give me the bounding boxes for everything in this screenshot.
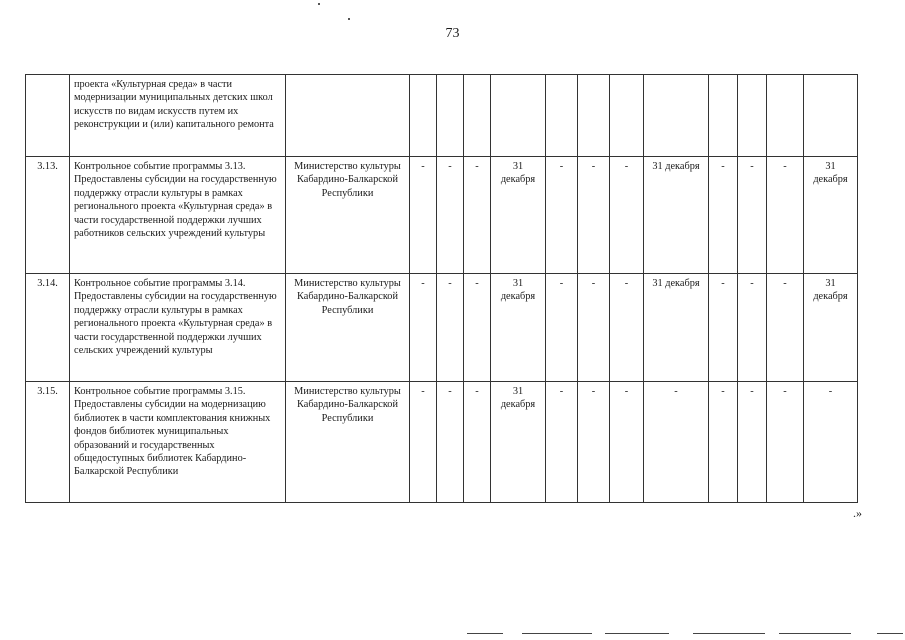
- period-value: -: [464, 274, 491, 382]
- period-value: 31 декабря: [491, 274, 546, 382]
- period-value: -: [767, 157, 804, 274]
- scan-stroke: [877, 633, 903, 634]
- period-value: -: [804, 382, 858, 503]
- period-value: -: [767, 274, 804, 382]
- period-value: -: [578, 274, 610, 382]
- scan-stroke: [693, 633, 765, 634]
- event-number: 3.15.: [26, 382, 70, 503]
- period-value: [709, 75, 738, 157]
- scan-stroke: [467, 633, 503, 634]
- period-value: [610, 75, 644, 157]
- period-value: -: [644, 382, 709, 503]
- period-value: 31 декабря: [644, 157, 709, 274]
- period-value: 31 декабря: [804, 274, 858, 382]
- period-value: -: [437, 157, 464, 274]
- page-number: 73: [445, 26, 460, 41]
- period-value: -: [610, 274, 644, 382]
- period-value: -: [738, 382, 767, 503]
- event-number: 3.13.: [26, 157, 70, 274]
- period-value: [546, 75, 578, 157]
- table-row: [26, 274, 858, 382]
- event-description: Контрольное событие программы 3.15. Предоставлены субсидии на модернизацию библиотек в части комплектования книжных фондов библиотек муниципальных образований и государственных общедоступных библиотек Кабардино-Балкарской Республики: [70, 382, 286, 503]
- period-value: 31 декабря: [491, 382, 546, 503]
- period-value: -: [738, 157, 767, 274]
- period-value: [738, 75, 767, 157]
- executor: Министерство культуры Кабардино-Балкарской Республики: [286, 274, 410, 382]
- period-value: -: [546, 157, 578, 274]
- period-value: [804, 75, 858, 157]
- period-value: -: [546, 274, 578, 382]
- scan-stroke: [779, 633, 851, 634]
- event-description: проекта «Культурная среда» в части модернизации муниципальных детских школ искусств по видам искусств путем их реконструкции и (или) капитального ремонта: [70, 75, 286, 157]
- period-value: -: [578, 157, 610, 274]
- event-description: Контрольное событие программы 3.14. Предоставлены субсидии на государственную поддержку отрасли культуры в рамках регионального проекта «Культурная среда» в части государственной поддержки лучших сельских учреждений культуры: [70, 274, 286, 382]
- period-value: -: [464, 157, 491, 274]
- executor: [286, 75, 410, 157]
- period-value: -: [464, 382, 491, 503]
- period-value: -: [410, 274, 437, 382]
- period-value: -: [437, 274, 464, 382]
- period-value: 31 декабря: [804, 157, 858, 274]
- scan-speck: [348, 18, 350, 20]
- period-value: -: [767, 382, 804, 503]
- period-value: [578, 75, 610, 157]
- executor: Министерство культуры Кабардино-Балкарской Республики: [286, 157, 410, 274]
- period-value: 31 декабря: [644, 274, 709, 382]
- period-value: [767, 75, 804, 157]
- period-value: -: [578, 382, 610, 503]
- executor: Министерство культуры Кабардино-Балкарской Республики: [286, 382, 410, 503]
- period-value: -: [410, 382, 437, 503]
- scan-stroke: [605, 633, 669, 634]
- period-value: [464, 75, 491, 157]
- period-value: -: [610, 382, 644, 503]
- period-value: [437, 75, 464, 157]
- period-value: -: [709, 157, 738, 274]
- period-value: -: [709, 274, 738, 382]
- scan-speck: [318, 3, 320, 5]
- period-value: [644, 75, 709, 157]
- closing-quote: .»: [853, 506, 862, 520]
- table-row: [26, 382, 858, 503]
- events-table: [25, 74, 858, 503]
- table-row: [26, 157, 858, 274]
- period-value: -: [738, 274, 767, 382]
- event-description: Контрольное событие программы 3.13. Предоставлены субсидии на государственную поддержку отрасли культуры в рамках регионального проекта «Культурная среда» в части государственной поддержки лучших работников сельских учреждений культуры: [70, 157, 286, 274]
- period-value: -: [610, 157, 644, 274]
- scan-stroke: [522, 633, 592, 634]
- table-row: [26, 75, 858, 157]
- event-number: 3.14.: [26, 274, 70, 382]
- period-value: -: [546, 382, 578, 503]
- period-value: -: [410, 157, 437, 274]
- period-value: -: [437, 382, 464, 503]
- period-value: 31 декабря: [491, 157, 546, 274]
- period-value: [410, 75, 437, 157]
- period-value: -: [709, 382, 738, 503]
- period-value: [491, 75, 546, 157]
- event-number: [26, 75, 70, 157]
